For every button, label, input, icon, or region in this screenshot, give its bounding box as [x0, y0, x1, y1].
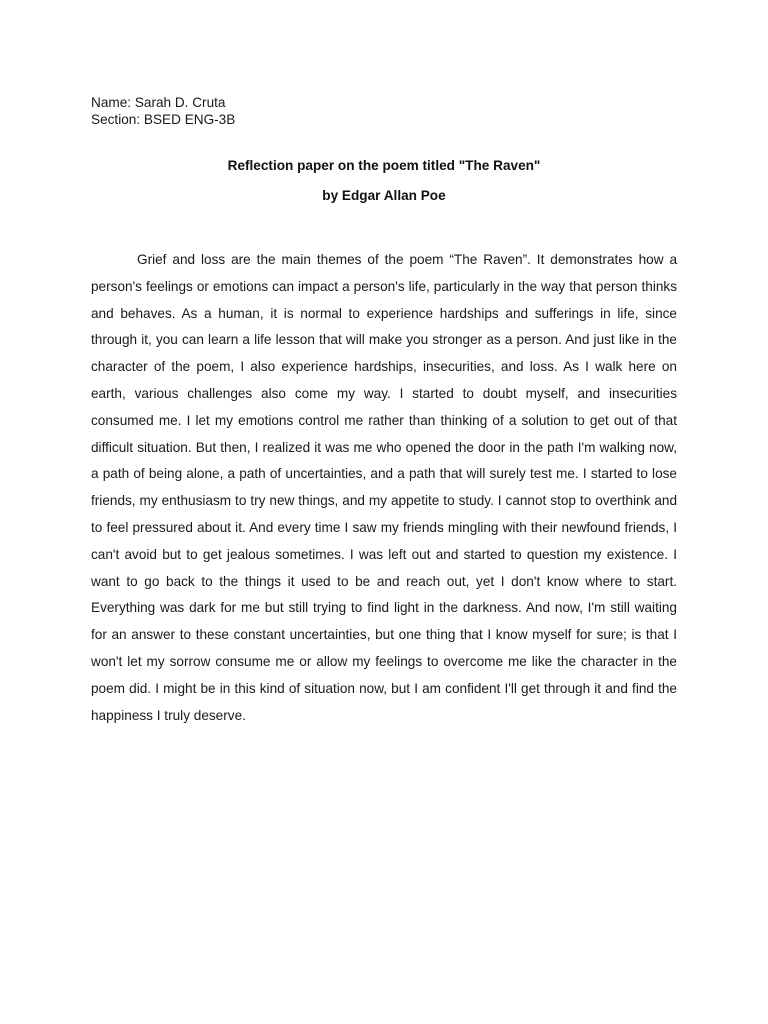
title-line: Reflection paper on the poem titled "The Raven" [227, 158, 541, 173]
reflection-paragraph: Grief and loss are the main themes of the poem “The Raven”. It demonstrates how a person's feelings or emotions can impact a person's life, particularly in the way that person thinks and behaves. As a human, it is normal to experience hardships and sufferings in life, since through it, you can learn a life lesson that will make you stronger as a person. And just like in the character of the poem, I also experience hardships, insecurities, and loss. As I walk here on earth, various challenges also come my way. I started to doubt myself, and insecurities consumed me. I let my emotions control me rather than thinking of a solution to get out of that difficult situation. But then, I realized it was me who opened the door in the path I'm walking now, a path of being alone, a path of uncertainties, and a path that will surely test me. I started to lose friends, my enthusiasm to try new things, and my appetite to study. I cannot stop to overthink and to feel pressured about it. And every time I saw my friends mingling with their newfound friends, I can't avoid but to get jealous sometimes. I was left out and started to question my existence. I want to go back to the things it used to be and reach out, yet I don't know where to start. Everything was dark for me but still trying to find light in the darkness. And now, I'm still waiting for an answer to these constant uncertainties, but one thing that I know myself for sure; is that I won't let my sorrow consume me or allow my feelings to overcome me like the character in the poem did. I might be in this kind of situation now, but I am confident I'll get through it and find the happiness I truly deserve. [91, 252, 677, 723]
student-info [91, 94, 235, 128]
student-name: Name: Sarah D. Cruta [91, 95, 226, 110]
document-title [0, 156, 768, 206]
author-line: by Edgar Allan Poe [322, 188, 446, 203]
student-section: Section: BSED ENG-3B [91, 112, 236, 127]
